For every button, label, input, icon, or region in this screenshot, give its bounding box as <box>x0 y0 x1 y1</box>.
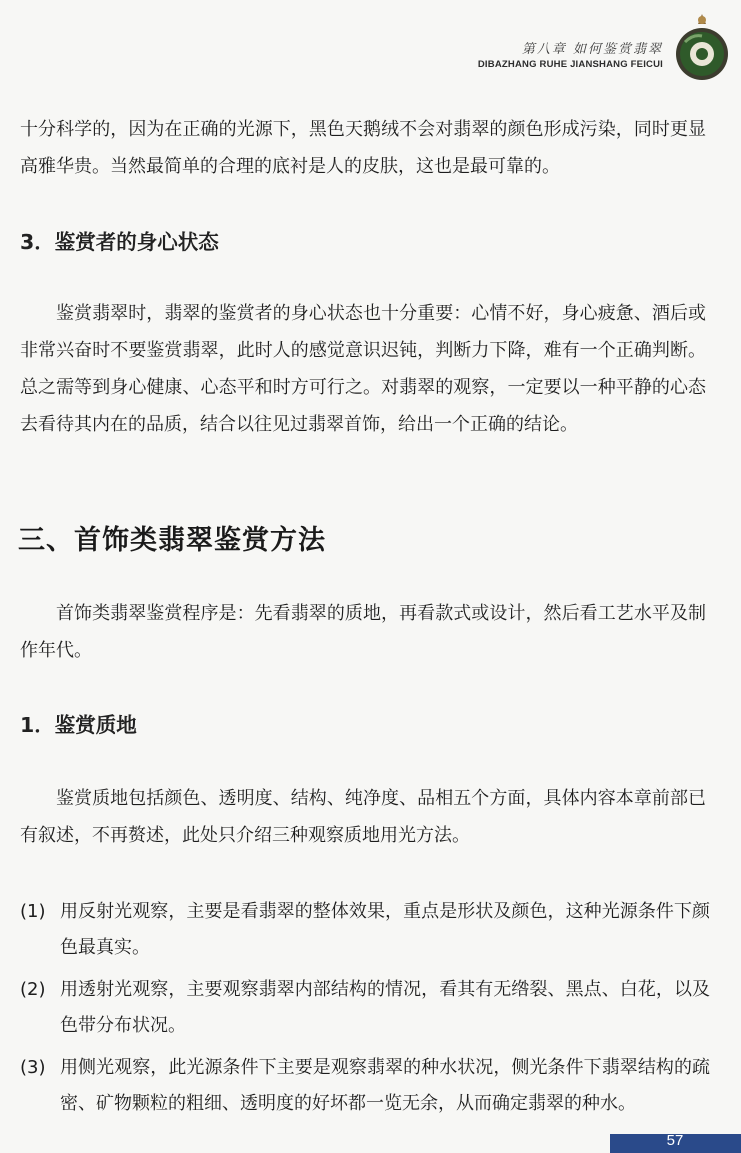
list-item-text: 用反射光观察，主要是看翡翠的整体效果，重点是形状及颜色，这种光源条件下颜色最真实。 <box>60 901 710 958</box>
list-item-number: (3) <box>20 1057 46 1078</box>
header-chapter-zh: 第八章 如何鉴赏翡翠 <box>521 42 663 57</box>
list-item-text: 用透射光观察，主要观察翡翠内部结构的情况，看其有无绺裂、黑点、白花，以及色带分布状况。 <box>60 979 710 1036</box>
list-item-number: (1) <box>20 901 46 922</box>
page-number: 57 <box>666 1132 684 1149</box>
methods-list <box>20 894 710 1128</box>
chapter-section-heading: 三、首饰类翡翠鉴赏方法 <box>18 525 326 556</box>
header-chapter-en: DIBAZHANG RUHE JIANSHANG FEICUI <box>477 59 663 70</box>
chapter-section-paragraph: 首饰类翡翠鉴赏程序是：先看翡翠的质地，再看款式或设计，然后看工艺水平及制作年代。 <box>20 603 706 661</box>
intro-paragraph: 十分科学的，因为在正确的光源下，黑色天鹅绒不会对翡翠的颜色形成污染，同时更显高雅华贵。当然最简单的合理的底衬是人的皮肤，这也是最可靠的。 <box>20 119 706 177</box>
list-item <box>20 1050 710 1122</box>
list-item <box>20 972 710 1044</box>
list-item <box>20 894 710 966</box>
list-item-number: (2) <box>20 979 46 1000</box>
section-3-paragraph: 鉴赏翡翠时，翡翠的鉴赏者的身心状态也十分重要：心情不好，身心疲惫、酒后或非常兴奋时不要鉴赏翡翠，此时人的感觉意识迟钝，判断力下降，难有一个正确判断。总之需等到身心健康、心态平和时方可行之。对翡翠的观察，一定要以一种平静的心态去看待其内在的品质，结合以往见过翡翠首饰，给出一个正确的结论。 <box>20 303 706 435</box>
section-3-heading: 3．鉴赏者的身心状态 <box>20 230 219 254</box>
jade-emblem-icon <box>671 12 733 82</box>
subsection-1-heading: 1．鉴赏质地 <box>20 713 137 737</box>
list-item-text: 用侧光观察，此光源条件下主要是观察翡翠的种水状况，侧光条件下翡翠结构的疏密、矿物颗粒的粗细、透明度的好坏都一览无余，从而确定翡翠的种水。 <box>60 1057 710 1114</box>
running-header <box>478 38 663 70</box>
subsection-1-paragraph: 鉴赏质地包括颜色、透明度、结构、纯净度、品相五个方面，具体内容本章前部已有叙述，不再赘述，此处只介绍三种观察质地用光方法。 <box>20 788 706 846</box>
